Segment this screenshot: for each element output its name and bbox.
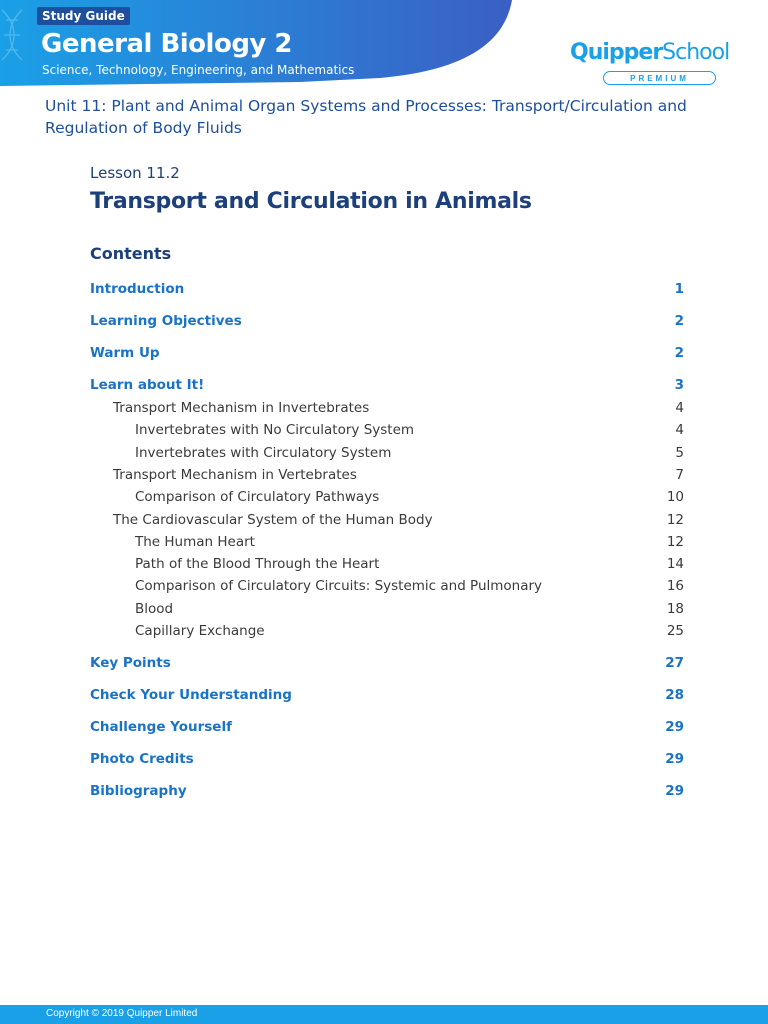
toc-entry-title: Comparison of Circulatory Pathways xyxy=(135,489,380,505)
toc-entry-title: Challenge Yourself xyxy=(90,719,232,735)
toc-entry-title: Photo Credits xyxy=(90,751,194,767)
toc-entry[interactable] xyxy=(90,313,684,329)
toc-entry-page: 27 xyxy=(665,655,684,671)
toc-entry-page: 25 xyxy=(666,623,684,639)
toc-entry[interactable] xyxy=(90,751,684,767)
toc-entry[interactable] xyxy=(90,512,684,528)
toc-entry-title: Warm Up xyxy=(90,345,160,361)
toc-entry-title: Comparison of Circulatory Circuits: Systemic and Pulmonary xyxy=(135,578,543,594)
toc-entry-page: 28 xyxy=(665,687,684,703)
toc-entry-title: Bibliography xyxy=(90,783,187,799)
course-subtitle: Science, Technology, Engineering, and Mathematics xyxy=(42,63,355,77)
toc-entry-title: Learn about It! xyxy=(90,377,205,393)
lesson-title: Transport and Circulation in Animals xyxy=(90,189,532,214)
course-title: General Biology 2 xyxy=(41,29,293,59)
toc-entry-title: Invertebrates with Circulatory System xyxy=(135,445,392,461)
toc-entry-title: Transport Mechanism in Invertebrates xyxy=(113,400,370,416)
toc-entry[interactable] xyxy=(90,556,684,572)
toc-entry-page: 10 xyxy=(666,489,684,505)
toc-entry[interactable] xyxy=(90,422,684,438)
toc-entry[interactable] xyxy=(90,601,684,617)
toc-entry-page: 5 xyxy=(675,445,684,461)
toc-entry-title: Introduction xyxy=(90,281,185,297)
toc-entry-title: Path of the Blood Through the Heart xyxy=(135,556,380,572)
toc-entry[interactable] xyxy=(90,400,684,416)
toc-entry-page: 29 xyxy=(665,751,684,767)
toc-entry[interactable] xyxy=(90,467,684,483)
toc-entry-page: 29 xyxy=(665,719,684,735)
toc-entry[interactable] xyxy=(90,281,684,297)
toc-entry[interactable] xyxy=(90,655,684,671)
toc-entry-title: Key Points xyxy=(90,655,171,671)
toc-entry-title: Learning Objectives xyxy=(90,313,242,329)
toc-entry-title: Transport Mechanism in Vertebrates xyxy=(113,467,357,483)
toc-entry[interactable] xyxy=(90,345,684,361)
unit-title: Unit 11: Plant and Animal Organ Systems and Processes: Transport/Circulation and Regulation of Body Fluids xyxy=(45,97,687,137)
contents-heading: Contents xyxy=(90,244,172,263)
toc-entry-title: The Human Heart xyxy=(135,534,255,550)
toc-entry[interactable] xyxy=(90,534,684,550)
toc-entry-page: 14 xyxy=(666,556,684,572)
toc-entry-page: 1 xyxy=(674,281,684,297)
toc-entry-title: Check Your Understanding xyxy=(90,687,292,703)
toc-entry-page: 7 xyxy=(675,467,684,483)
premium-badge: PREMIUM xyxy=(603,71,716,85)
lesson-number: Lesson 11.2 xyxy=(90,164,180,182)
quipper-school-logo xyxy=(570,40,730,88)
toc-entry-page: 18 xyxy=(666,601,684,617)
toc-entry-title: Invertebrates with No Circulatory System xyxy=(135,422,415,438)
toc-entry-page: 16 xyxy=(666,578,684,594)
study-guide-tag: Study Guide xyxy=(37,7,130,25)
toc-entry-page: 3 xyxy=(674,377,684,393)
logo-wordmark xyxy=(570,40,729,65)
toc-entry-title: Capillary Exchange xyxy=(135,623,265,639)
toc-entry-page: 12 xyxy=(666,534,684,550)
toc-entry-title: The Cardiovascular System of the Human Body xyxy=(113,512,433,528)
toc-entry-page: 29 xyxy=(665,783,684,799)
toc-entry[interactable] xyxy=(90,719,684,735)
toc-entry[interactable] xyxy=(90,445,684,461)
toc-entry[interactable] xyxy=(90,687,684,703)
toc-entry-page: 2 xyxy=(674,313,684,329)
logo-brand-bold: Quipper xyxy=(570,40,663,65)
copyright-text: Copyright © 2019 Quipper Limited xyxy=(46,1008,198,1019)
toc-entry[interactable] xyxy=(90,377,684,393)
footer-bar xyxy=(0,1005,768,1024)
toc-entry-page: 4 xyxy=(675,400,684,416)
logo-brand-light: School xyxy=(662,40,730,65)
toc-entry[interactable] xyxy=(90,623,684,639)
toc-entry-title: Blood xyxy=(135,601,174,617)
toc-entry-page: 2 xyxy=(674,345,684,361)
toc-entry[interactable] xyxy=(90,578,684,594)
toc-entry[interactable] xyxy=(90,489,684,505)
toc-entry[interactable] xyxy=(90,783,684,799)
toc-entry-page: 4 xyxy=(675,422,684,438)
toc-entry-page: 12 xyxy=(666,512,684,528)
